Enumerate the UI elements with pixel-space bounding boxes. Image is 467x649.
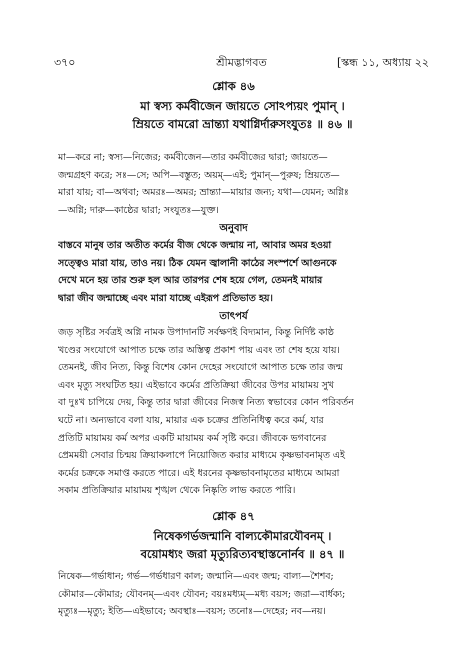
verse-46-purport [58, 324, 427, 500]
synonym-line: মা—করে না; স্বস্য—নিজের; কর্মবীজেন—তার কর্মবীজের দ্বারা; জায়তে— [58, 152, 328, 163]
sloka-line: নিষেকগর্ভজন্মানি বাল্যকৌমারযৌবনম্ । [153, 529, 332, 543]
verse-47-label: শ্লোক ৪৭ [212, 509, 255, 523]
chapter-reference: [স্কন্ধ ১১, অধ্যায় ২২ [336, 56, 429, 69]
verse-47-sloka [58, 527, 427, 563]
verse-46-label: শ্লোক ৪৬ [212, 79, 255, 93]
synonym-line: —অগ্নি; দারু—কাষ্ঠের দ্বারা; সংযুতঃ—যুক্ত। [58, 204, 219, 216]
purport-line: কর্মের চক্রকে সমাপ্ত করতে পারে। এই ধরনের কৃষ্ণভাবনামৃতের মাধ্যমে আমরা [58, 467, 340, 479]
synonym-line: নিষেক—গর্ভাধান; গর্ভ—গর্ভধারণ কাল; জন্মানি—এবং জন্ম; বাল্য—শৈশব; [58, 571, 334, 582]
translation-line: সত্ত্বেও মারা যায়, তাও নয়। ঠিক যেমন জ্বালানী কাঠের সংস্পর্শে আগুনকে [58, 257, 337, 269]
synonym-line: মারা যায়; বা—অথবা; অমরঃ—অমর; ভ্রান্ত্যা—মায়ার জন্য; যথা—যেমন; অগ্নিঃ [58, 187, 349, 199]
purport-line: ঘটে না। অন্যভাবে বলা যায়, মায়ার এক চক্রের প্রতিনিধিত্ব করে কর্ম, যার [58, 414, 324, 426]
sloka-line: মা স্বস্য কর্মবীজেন জায়তে সোঽপ্যয়ং পুমান্ । [140, 99, 345, 113]
sloka-line: ম্রিয়তে বামরো ভ্রান্ত্যা যথাগ্নির্দারুসংযুতঃ ॥ ৪৬ ॥ [132, 117, 353, 131]
page-number: ৩৭০ [54, 56, 76, 69]
translation-line: বাস্তবে মানুষ তার অতীত কর্মের বীজ থেকে জন্মায় না, আবার অমর হওয়া [58, 240, 332, 251]
verse-47-synonyms [58, 568, 427, 621]
purport-line: জড় সৃষ্টির সর্বত্রই অগ্নি নামক উপাদানটি সর্বক্ষণই বিদ্যমান, কিন্তু নির্দিষ্ট কাষ্ঠ [58, 327, 334, 338]
synonym-line: কৌমার—কৌমার; যৌবনম্—এবং যৌবন; বয়ঃমধ্যম্—মধ্য বয়স; জরা—বার্ধক্য; [58, 588, 346, 600]
purport-line: প্রতিটি মায়াময় কর্ম অপর একটি মায়াময় কর্ম সৃষ্টি করে। জীবকে ভগবানের [58, 432, 327, 444]
purport-line: সকাম প্রতিক্রিয়ার মায়াময় শৃঙ্খল থেকে নিষ্কৃতি লাভ করতে পারি। [58, 485, 296, 497]
verse-46-sloka [58, 97, 427, 133]
synonym-line: জন্মগ্রহণ করে; সঃ—সে; অপি—বস্তুত; অয়ম্—এই; পুমান্—পুরুষ; ম্রিয়তে— [58, 169, 340, 181]
purport-title: তাৎপর্য [219, 311, 248, 322]
translation-line: দেখে মনে হয় তার শুরু হল আর তারপর শেষ হয়ে গেল, তেমনই মায়ার [58, 275, 323, 287]
purport-line: তেমনই, জীব নিত্য, কিন্তু বিশেষ কোন দেহের সংযোগে আপাত চক্ষে তার জন্ম [58, 362, 343, 374]
sloka-line: বয়োমধ্যং জরা মৃত্যুরিত্যবস্থাস্তনোর্নব ॥ ৪৭ ॥ [140, 547, 345, 561]
translation-title: অনুবাদ [219, 223, 248, 234]
purport-line: প্রেমময়ী সেবার চিন্ময় ক্রিয়াকলাপে নিয়োজিত করার মাধ্যমে কৃষ্ণভাবনামৃত এই [58, 450, 345, 462]
book-title: শ্রীমদ্ভাগবত [216, 56, 267, 69]
purport-line: বা দুঃখ চাপিয়ে দেয়, কিন্তু তার দ্বারা জীবের নিজস্ব নিত্য স্বভাবের কোন পরিবর্তন [58, 397, 354, 409]
verse-46-translation [58, 237, 427, 307]
verse-46-synonyms [58, 149, 427, 219]
purport-line: খণ্ডের সংযোগে আপাত চক্ষে তার অস্তিত্ব প্রকাশ পায় এবং তা শেষ হয়ে যায়। [58, 344, 340, 356]
synonym-line: মৃত্যুঃ—মৃত্যু; ইতি—এইভাবে; অবস্থাঃ—বয়স; তনোঃ—দেহের; নব—নয়। [58, 606, 326, 618]
running-header [54, 54, 429, 70]
translation-line: দ্বারা জীব জন্মাচ্ছে এবং মারা যাচ্ছে এইরূপ প্রতিভাত হয়। [58, 292, 273, 304]
purport-line: এবং মৃত্যু সংঘটিত হয়। এইভাবে কর্মের প্রতিক্রিয়া জীবের উপর মায়াময় সুখ [58, 379, 334, 391]
